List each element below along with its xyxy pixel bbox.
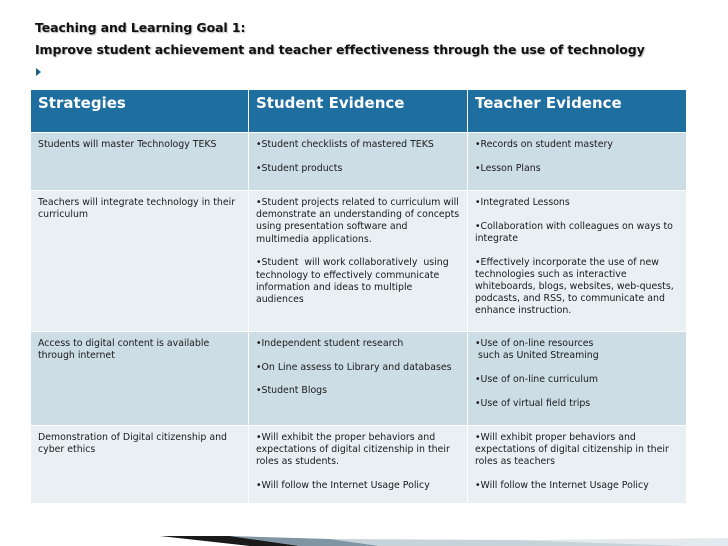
teacher-item: •Use of virtual field trips <box>475 397 591 409</box>
header-strategies: Strategies <box>31 90 249 133</box>
table-cell-strategy <box>31 332 249 426</box>
student-item: •Student will work collaboratively using technology to effectively communicate information and ideas to multiple audiences <box>256 257 452 305</box>
teacher-item: •Use of on-line resources such as United Streaming <box>475 338 599 362</box>
table-row <box>31 191 687 332</box>
strategy-item: Teachers will integrate technology in their curriculum <box>38 197 239 221</box>
table-cell-student <box>249 133 468 191</box>
table-cell-teacher <box>468 191 687 332</box>
strategy-item: Students will master Technology TEKS <box>38 139 217 150</box>
decorative-swoosh <box>0 506 728 546</box>
teacher-item: •Will follow the Internet Usage Policy <box>475 480 649 492</box>
slide-title <box>35 17 715 61</box>
strategy-item: Access to digital content is available through internet <box>38 338 213 362</box>
student-item: •Will follow the Internet Usage Policy <box>256 480 430 492</box>
table-body <box>31 133 687 504</box>
header-student-evidence: Student Evidence <box>249 90 468 133</box>
table-row <box>31 426 687 504</box>
teacher-item: •Will exhibit proper behaviors and expectations of digital citizenship in their roles as teachers <box>475 432 672 468</box>
table-cell-strategy <box>31 426 249 504</box>
student-item: •Student checklists of mastered TEKS <box>256 139 434 150</box>
table-row <box>31 133 687 191</box>
table-cell-teacher <box>468 332 687 426</box>
table-cell-student <box>249 332 468 426</box>
title-line-2: Improve student achievement and teacher effectiveness through the use of technology <box>35 42 645 57</box>
table-row <box>31 332 687 426</box>
title-line-1: Teaching and Learning Goal 1: <box>35 20 246 35</box>
teacher-item: •Lesson Plans <box>475 162 541 174</box>
play-arrow-icon <box>36 68 41 76</box>
teacher-item: •Records on student mastery <box>475 139 613 150</box>
header-teacher-evidence: Teacher Evidence <box>468 90 687 133</box>
student-item: •Student projects related to curriculum will demonstrate an understanding of concepts using presentation software and multimedia applications. <box>256 197 463 245</box>
table-cell-teacher <box>468 133 687 191</box>
strategy-item: Demonstration of Digital citizenship and cyber ethics <box>38 432 230 456</box>
student-item: •Independent student research <box>256 338 404 349</box>
table-header-row <box>31 90 687 133</box>
student-item: •Student products <box>256 162 343 174</box>
student-item: •Student Blogs <box>256 385 328 397</box>
teacher-item: •Integrated Lessons <box>475 197 570 208</box>
student-item: •Will exhibit the proper behaviors and expectations of digital citizenship in their roles as students. <box>256 432 453 468</box>
table-cell-teacher <box>468 426 687 504</box>
teacher-item: •Collaboration with colleagues on ways to integrate <box>475 220 676 244</box>
table-cell-student <box>249 426 468 504</box>
table-cell-student <box>249 191 468 332</box>
student-item: •On Line assess to Library and databases <box>256 361 452 373</box>
teacher-item: •Effectively incorporate the use of new technologies such as interactive whiteboards, blogs, websites, web-quests, podcasts, and RSS, to communicate and enhance instruction. <box>475 256 677 317</box>
table-cell-strategy <box>31 191 249 332</box>
table-cell-strategy <box>31 133 249 191</box>
teacher-item: •Use of on-line curriculum <box>475 373 599 385</box>
strategies-table <box>30 89 687 504</box>
